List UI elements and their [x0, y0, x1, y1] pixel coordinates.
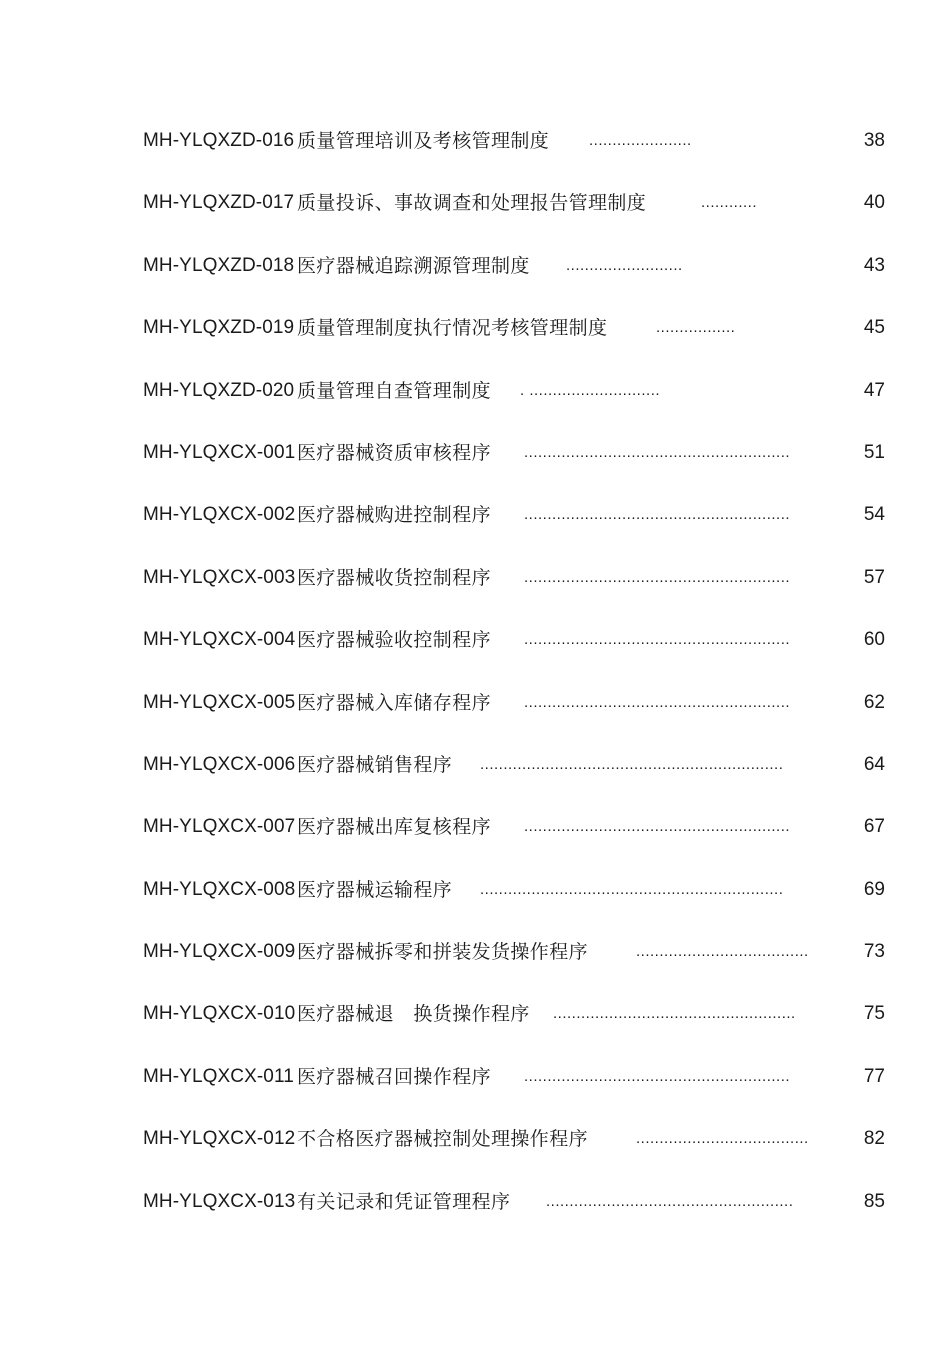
toc-code: MH-YLQXCX-011 [143, 1065, 294, 1087]
toc-entry[interactable] [143, 625, 885, 687]
toc-title: 不合格医疗器械控制处理操作程序 [297, 1128, 589, 1151]
toc-entry[interactable] [143, 812, 885, 874]
toc-code: MH-YLQXCX-005 [143, 691, 296, 713]
toc-code: MH-YLQXCX-007 [143, 816, 296, 838]
toc-leader: ...................... [589, 132, 692, 149]
toc-code: MH-YLQXCX-003 [143, 566, 296, 588]
toc-page-number: 82 [863, 1128, 885, 1150]
toc-leader: ......................................................... [524, 818, 791, 836]
toc-code: MH-YLQXCX-001 [143, 441, 296, 463]
toc-entry[interactable] [143, 1124, 885, 1186]
toc-code: MH-YLQXZD-019 [143, 317, 295, 339]
toc-code: MH-YLQXCX-008 [143, 878, 296, 900]
toc-leader: . ............................ [520, 381, 661, 399]
toc-title: 医疗器械收货控制程序 [297, 566, 492, 589]
toc-page-number: 38 [863, 130, 885, 151]
toc-title: 医疗器械验收控制程序 [297, 629, 492, 652]
toc-page-number: 67 [863, 816, 885, 838]
toc-page-number: 47 [863, 379, 885, 401]
toc-entry[interactable] [143, 313, 885, 375]
toc-title: 医疗器械销售程序 [297, 753, 453, 776]
toc-entry[interactable] [143, 937, 885, 999]
toc-leader: ................................................................. [480, 880, 784, 898]
toc-title: 医疗器械召回操作程序 [297, 1065, 492, 1088]
toc-code: MH-YLQXCX-006 [143, 753, 296, 775]
toc-leader: ................................................................. [480, 755, 784, 773]
toc-entry[interactable] [143, 1187, 885, 1249]
toc-page-number: 64 [863, 753, 885, 775]
toc-code: MH-YLQXCX-012 [143, 1128, 296, 1150]
toc-code: MH-YLQXCX-009 [143, 941, 296, 963]
toc-page-number: 69 [863, 878, 885, 900]
toc-leader: ..................................... [636, 1130, 809, 1148]
toc-title: 质量管理制度执行情况考核管理制度 [297, 317, 608, 340]
toc-leader: ......................... [566, 256, 683, 274]
toc-entry[interactable] [143, 999, 885, 1061]
toc-title: 医疗器械出库复核程序 [297, 816, 492, 839]
toc-entry[interactable] [143, 251, 885, 313]
toc-entry[interactable] [143, 563, 885, 625]
toc-leader: ................. [656, 319, 736, 337]
toc-page-number: 85 [863, 1190, 885, 1212]
toc-page-number: 60 [863, 629, 885, 651]
toc-entry[interactable] [143, 875, 885, 937]
toc-leader: ..................................... [636, 943, 809, 961]
toc-leader: ......................................................... [524, 506, 791, 524]
toc-leader: ..................................................... [546, 1192, 794, 1210]
toc-page-number: 40 [863, 192, 885, 214]
toc-title: 医疗器械退 换货操作程序 [297, 1003, 530, 1026]
toc-leader: ......................................................... [524, 443, 791, 461]
toc-entry[interactable] [143, 438, 885, 500]
toc-title: 医疗器械运输程序 [297, 878, 453, 901]
toc-entry[interactable] [143, 1062, 885, 1124]
toc-entry[interactable] [143, 376, 885, 438]
toc-title: 医疗器械拆零和拼装发货操作程序 [297, 941, 589, 964]
toc-leader: ............ [701, 194, 758, 212]
toc-title: 医疗器械追踪溯源管理制度 [297, 254, 530, 277]
toc-entry[interactable] [143, 188, 885, 250]
toc-title: 质量投诉、事故调查和处理报告管理制度 [297, 192, 647, 215]
table-of-contents [143, 126, 885, 1249]
toc-code: MH-YLQXZD-016 [143, 130, 295, 151]
toc-title: 质量管理培训及考核管理制度 [297, 130, 550, 152]
toc-code: MH-YLQXZD-017 [143, 192, 295, 214]
toc-leader: ......................................................... [524, 1067, 791, 1085]
toc-page-number: 51 [863, 441, 885, 463]
toc-entry[interactable] [143, 500, 885, 562]
toc-page-number: 75 [863, 1003, 885, 1025]
toc-page-number: 43 [863, 254, 885, 276]
toc-leader: ......................................................... [524, 568, 791, 586]
toc-title: 医疗器械入库储存程序 [297, 691, 492, 714]
toc-title: 有关记录和凭证管理程序 [297, 1190, 511, 1213]
toc-entry[interactable] [143, 750, 885, 812]
toc-leader: ......................................................... [524, 693, 791, 711]
toc-title: 医疗器械资质审核程序 [297, 441, 492, 464]
toc-leader: .................................................... [553, 1005, 796, 1023]
toc-leader: ......................................................... [524, 631, 791, 649]
toc-code: MH-YLQXCX-004 [143, 629, 296, 651]
toc-page-number: 57 [863, 566, 885, 588]
toc-title: 质量管理自查管理制度 [297, 379, 492, 402]
toc-page-number: 54 [863, 504, 885, 526]
toc-code: MH-YLQXCX-013 [143, 1190, 296, 1212]
toc-title: 医疗器械购进控制程序 [297, 504, 492, 527]
toc-page-number: 73 [863, 941, 885, 963]
toc-code: MH-YLQXCX-002 [143, 504, 296, 526]
toc-page-number: 62 [863, 691, 885, 713]
toc-code: MH-YLQXZD-018 [143, 254, 295, 276]
toc-page-number: 45 [863, 317, 885, 339]
toc-entry[interactable] [143, 126, 885, 188]
toc-code: MH-YLQXZD-020 [143, 379, 295, 401]
toc-page-number: 77 [863, 1065, 885, 1087]
toc-entry[interactable] [143, 688, 885, 750]
toc-code: MH-YLQXCX-010 [143, 1003, 296, 1025]
